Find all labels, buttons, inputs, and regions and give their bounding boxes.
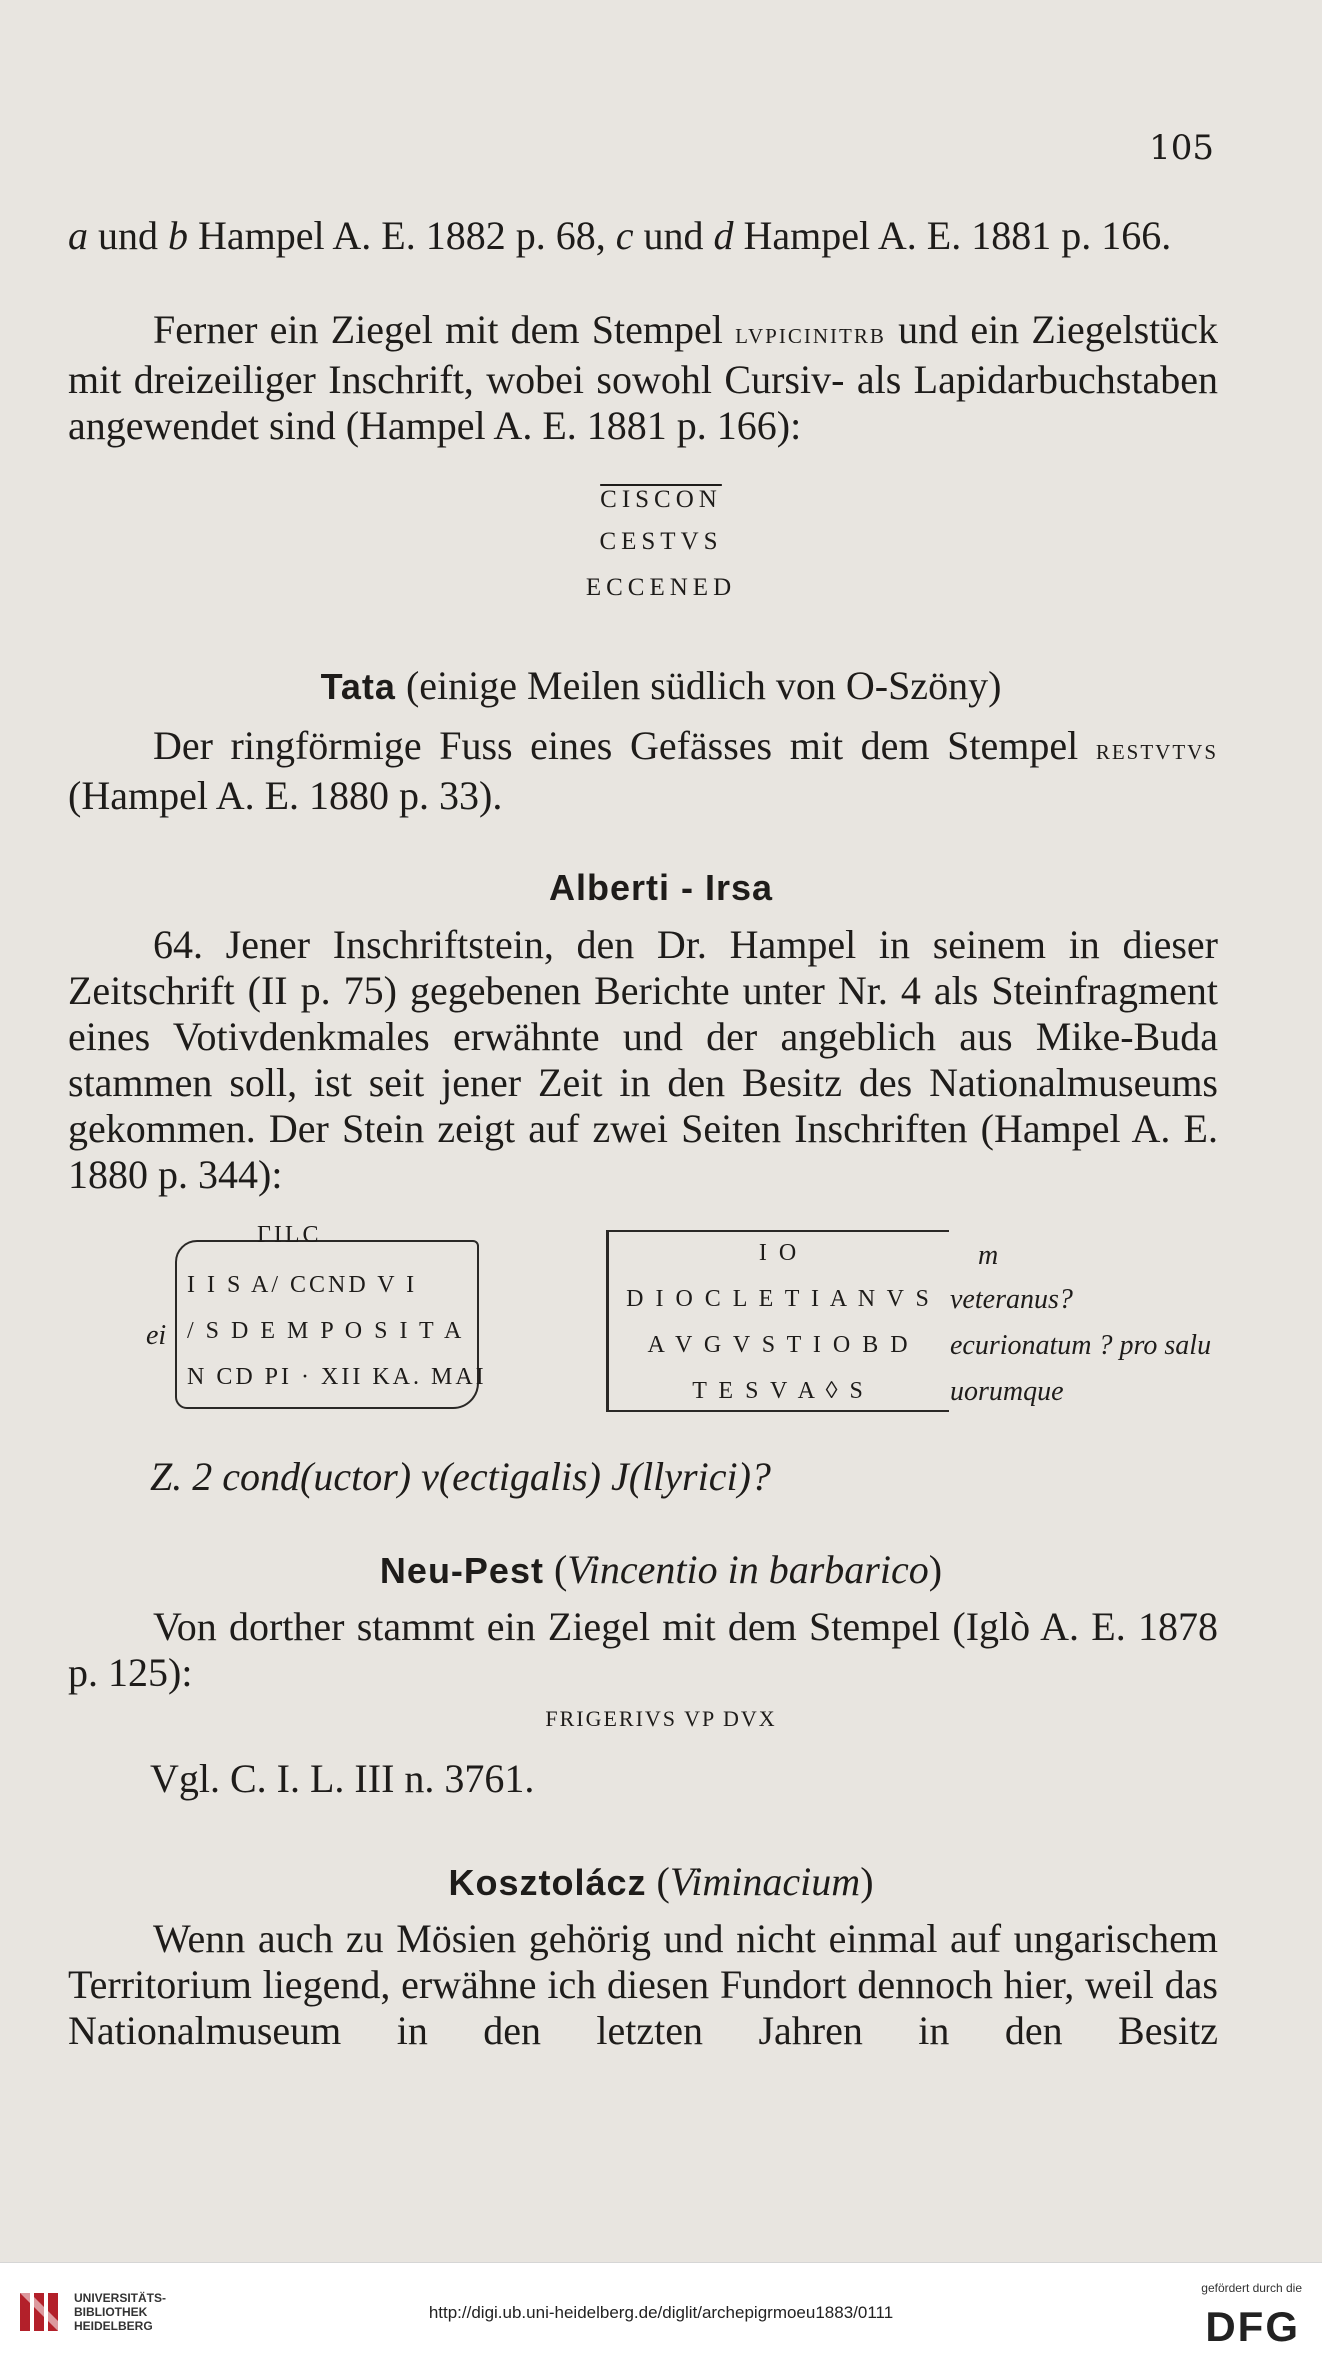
text-fragment: Hampel A. E. 1882 p. 68, [188,213,616,258]
section-heading-alberti [0,863,1322,910]
stone-left-line-1: ΓΙLC [257,1222,322,1248]
stone-left-restoration: ei [146,1320,167,1351]
heading-alberti: Alberti - Irsa [548,867,774,908]
text-fragment: Ferner ein Ziegel mit dem Stempel [153,307,736,352]
stamp-frigerivs: FRIGERIVS VP DVX [545,1706,777,1731]
inscription-line-3: ECCENED [585,574,737,601]
text-fragment: und [633,213,714,258]
footer-bar [0,2262,1322,2360]
stone-right-line-1: I O [758,1240,800,1266]
section-heading-kosztolacz: Kosztolácz (Viminacium) [448,1859,874,1904]
restoration-decurionatum: ecurionatum ? pro salu [950,1330,1212,1361]
library-name-line-1: UNIVERSITÄTS- [74,2291,167,2305]
section-heading-neupest: Neu-Pest (Vincentio in barbarico) [379,1547,943,1592]
ref-letter-b: b [168,213,188,258]
stamp-restvtvs: restvtvs [1095,733,1218,766]
paragraph-tata [68,723,1218,819]
restoration-m: m [978,1240,999,1271]
inscription-stone-right [606,1230,949,1412]
heading-kosztolacz: Kosztolácz [448,1862,647,1903]
text-fragment: und ein Ziegelstück mit dreizeiliger Inschrift, wobei sowohl Cursiv- als Lapidarbuchstaben angewendet sind (Hampel A. E. 1881 p. 166): [68,307,1219,448]
ref-letter-d: d [713,213,734,258]
subheading-kosztolacz: Viminacium [669,1859,861,1904]
ref-letter-c: c [615,213,634,258]
funded-by-label: gefördert durch die [1201,2281,1302,2295]
text-fragment: Der ringförmige Fuss eines Gefässes mit dem Stempel [153,723,1096,768]
stone-right-line-3: A V G V S T I O B D [647,1332,911,1358]
subheading-neupest: Vincentio in barbarico [567,1547,929,1592]
section-heading-tata [0,662,1322,709]
library-name-line-2: BIBLIOTHEK [74,2305,148,2319]
text-fragment: (Hampel A. E. 1880 p. 33). [68,773,503,818]
paragraph-kosztolacz: Wenn auch zu Mösien gehörig und nicht einmal auf ungarischem Territorium liegend, erwähne ich diesen Fundort dennoch hier, weil das Nationalmuseum in den letzten Jahren in den Besitz [68,1916,1218,2053]
heading-neupest: Neu-Pest [379,1550,544,1591]
text-fragment: und [88,213,168,258]
inscription-line-1: CISCON [600,486,722,513]
permalink-url[interactable]: http://digi.ub.uni-heidelberg.de/diglit/archepigrmoeu1883/0111 [428,2303,894,2322]
restoration-veteranus: veteranus? [950,1284,1073,1315]
reference-cil: Vgl. C. I. L. III n. 3761. [150,1756,535,1801]
stone-left-line-2: I I S A/ CCND V I [187,1272,418,1298]
paragraph-ziegel [68,307,1218,449]
heading-tata: Tata [320,666,396,707]
stamp-lvpicinitrb: lvpicinitrb [735,317,886,350]
note-z2: Z. 2 cond(uctor) v(ectigalis) J(llyrici)? [150,1454,771,1499]
stone-right-line-4: T E S V A ◊ S [692,1378,866,1404]
stone-left-line-3: / S D E M P O S I T A [187,1318,465,1344]
text-fragment: Hampel A. E. 1881 p. 166. [733,213,1172,258]
paragraph-neupest: Von dorther stammt ein Ziegel mit dem Stempel (Iglò A. E. 1878 p. 125): [68,1604,1218,1695]
restoration-suorumque: uorumque [950,1376,1064,1407]
subheading-tata: (einige Meilen südlich von O-Szöny) [405,663,1002,708]
dfg-logo[interactable]: DFG [1205,2303,1300,2350]
page-number: 105 [1149,128,1214,168]
inscription-stone-left [175,1222,487,1409]
paragraph-references [68,213,1218,259]
stone-right-line-2: D I O C L E T I A N V S [626,1286,932,1312]
ref-letter-a: a [68,213,88,258]
library-name-line-3: HEIDELBERG [74,2319,153,2333]
paragraph-alberti: 64. Jener Inschriftstein, den Dr. Hampel in seinem in dieser Zeitschrift (II p. 75) gegebenen Berichte unter Nr. 4 als Steinfragment eines Votivdenkmales erwähnte und der angeblich aus Mike-Buda stammen soll, ist seit jener Zeit in den Besitz des Nationalmuseums gekommen. Der Stein zeigt auf zwei Seiten Inschriften (Hampel A. E. 1880 p. 344): [68,922,1218,1197]
inscription-line-2: CESTVS [599,528,723,555]
stone-left-line-4: N CD PI · XII KA. MAI [187,1364,487,1390]
